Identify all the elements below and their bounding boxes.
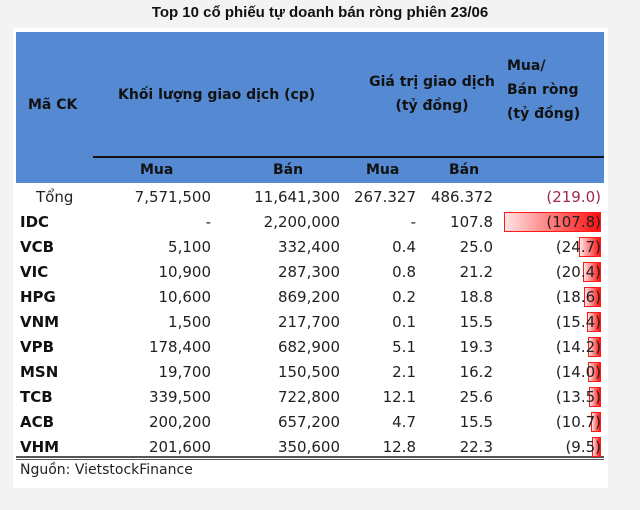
stock-code: MSN bbox=[20, 363, 59, 381]
net-value: (9.5) bbox=[565, 438, 601, 456]
vol-buy: 201,600 bbox=[148, 438, 211, 456]
val-sell: 16.2 bbox=[459, 363, 493, 381]
header-val-buy: Mua bbox=[366, 162, 400, 178]
net-value: (10.7) bbox=[555, 413, 601, 431]
val-buy: 4.7 bbox=[392, 413, 416, 431]
total-vol-buy: 7,571,500 bbox=[134, 188, 211, 206]
stock-code: TCB bbox=[20, 388, 53, 406]
val-buy: 12.8 bbox=[382, 438, 416, 456]
table-row bbox=[16, 335, 604, 360]
vol-sell: 2,200,000 bbox=[263, 213, 340, 231]
table-row bbox=[16, 235, 604, 260]
vol-buy: - bbox=[205, 213, 211, 231]
net-value: (13.5) bbox=[555, 388, 601, 406]
header-code: Mã CK bbox=[28, 97, 78, 113]
header-val-sell: Bán bbox=[449, 162, 480, 178]
vol-buy: 5,100 bbox=[168, 238, 211, 256]
val-sell: 15.5 bbox=[459, 413, 493, 431]
vol-sell: 332,400 bbox=[277, 238, 340, 256]
val-buy: 0.1 bbox=[392, 313, 416, 331]
vol-sell: 682,900 bbox=[277, 338, 340, 356]
vol-sell: 150,500 bbox=[277, 363, 340, 381]
header-net-line1: Mua/ bbox=[507, 58, 546, 74]
val-sell: 107.8 bbox=[450, 213, 493, 231]
table-body bbox=[16, 185, 604, 460]
vol-buy: 10,900 bbox=[158, 263, 211, 281]
stock-code: VCB bbox=[20, 238, 55, 256]
vol-sell: 350,600 bbox=[277, 438, 340, 456]
table-row bbox=[16, 410, 604, 435]
val-buy: 0.2 bbox=[392, 288, 416, 306]
table-row bbox=[16, 310, 604, 335]
header-divider bbox=[93, 156, 604, 158]
vol-buy: 10,600 bbox=[158, 288, 211, 306]
val-buy: - bbox=[410, 213, 416, 231]
table-row bbox=[16, 285, 604, 310]
table-row bbox=[16, 360, 604, 385]
header-vol-sell: Bán bbox=[273, 162, 304, 178]
stock-code: VNM bbox=[20, 313, 60, 331]
vol-buy: 339,500 bbox=[148, 388, 211, 406]
vol-sell: 869,200 bbox=[277, 288, 340, 306]
table-title: Top 10 cổ phiếu tự doanh bán ròng phiên 23/06 bbox=[151, 4, 489, 21]
table-bottom-double-border bbox=[16, 456, 604, 460]
val-sell: 25.6 bbox=[459, 388, 493, 406]
net-value: (14.2) bbox=[555, 338, 601, 356]
header-net-line2: Bán ròng bbox=[507, 82, 579, 98]
table-row bbox=[16, 385, 604, 410]
net-value: (20.4) bbox=[555, 263, 601, 281]
stock-code: VIC bbox=[20, 263, 49, 281]
table-row bbox=[16, 210, 604, 235]
vol-sell: 217,700 bbox=[277, 313, 340, 331]
stock-code: HPG bbox=[20, 288, 56, 306]
vol-sell: 657,200 bbox=[277, 413, 340, 431]
val-buy: 2.1 bbox=[392, 363, 416, 381]
vol-buy: 19,700 bbox=[158, 363, 211, 381]
val-sell: 25.0 bbox=[459, 238, 493, 256]
net-value: (18.6) bbox=[555, 288, 601, 306]
val-buy: 12.1 bbox=[382, 388, 416, 406]
total-row bbox=[16, 185, 604, 210]
net-value: (14.0) bbox=[555, 363, 601, 381]
header-net-line3: (tỷ đồng) bbox=[507, 106, 581, 122]
val-sell: 18.8 bbox=[459, 288, 493, 306]
val-sell: 22.3 bbox=[459, 438, 493, 456]
val-buy: 0.4 bbox=[392, 238, 416, 256]
source-note: Nguồn: VietstockFinance bbox=[20, 462, 193, 478]
vol-buy: 178,400 bbox=[148, 338, 211, 356]
header-vol-buy: Mua bbox=[140, 162, 174, 178]
total-val-buy: 267.327 bbox=[353, 188, 416, 206]
total-label: Tổng bbox=[36, 188, 74, 206]
stock-code: VHM bbox=[20, 438, 60, 456]
total-net: (219.0) bbox=[546, 188, 601, 206]
net-value: (15.4) bbox=[555, 313, 601, 331]
header-value-line1: Giá trị giao dịch bbox=[369, 74, 495, 90]
table-header bbox=[16, 32, 604, 183]
total-val-sell: 486.372 bbox=[430, 188, 493, 206]
vol-buy: 1,500 bbox=[168, 313, 211, 331]
vol-sell: 287,300 bbox=[277, 263, 340, 281]
val-buy: 5.1 bbox=[392, 338, 416, 356]
val-sell: 15.5 bbox=[459, 313, 493, 331]
val-buy: 0.8 bbox=[392, 263, 416, 281]
header-volume: Khối lượng giao dịch (cp) bbox=[118, 87, 316, 103]
vol-buy: 200,200 bbox=[148, 413, 211, 431]
net-value: (24.7) bbox=[555, 238, 601, 256]
header-value-line2: (tỷ đồng) bbox=[395, 98, 469, 114]
val-sell: 21.2 bbox=[459, 263, 493, 281]
stock-code: IDC bbox=[20, 213, 50, 231]
net-value: (107.8) bbox=[546, 213, 601, 231]
val-sell: 19.3 bbox=[459, 338, 493, 356]
stock-code: VPB bbox=[20, 338, 55, 356]
total-vol-sell: 11,641,300 bbox=[254, 188, 340, 206]
table-row bbox=[16, 260, 604, 285]
vol-sell: 722,800 bbox=[277, 388, 340, 406]
stock-code: ACB bbox=[20, 413, 55, 431]
